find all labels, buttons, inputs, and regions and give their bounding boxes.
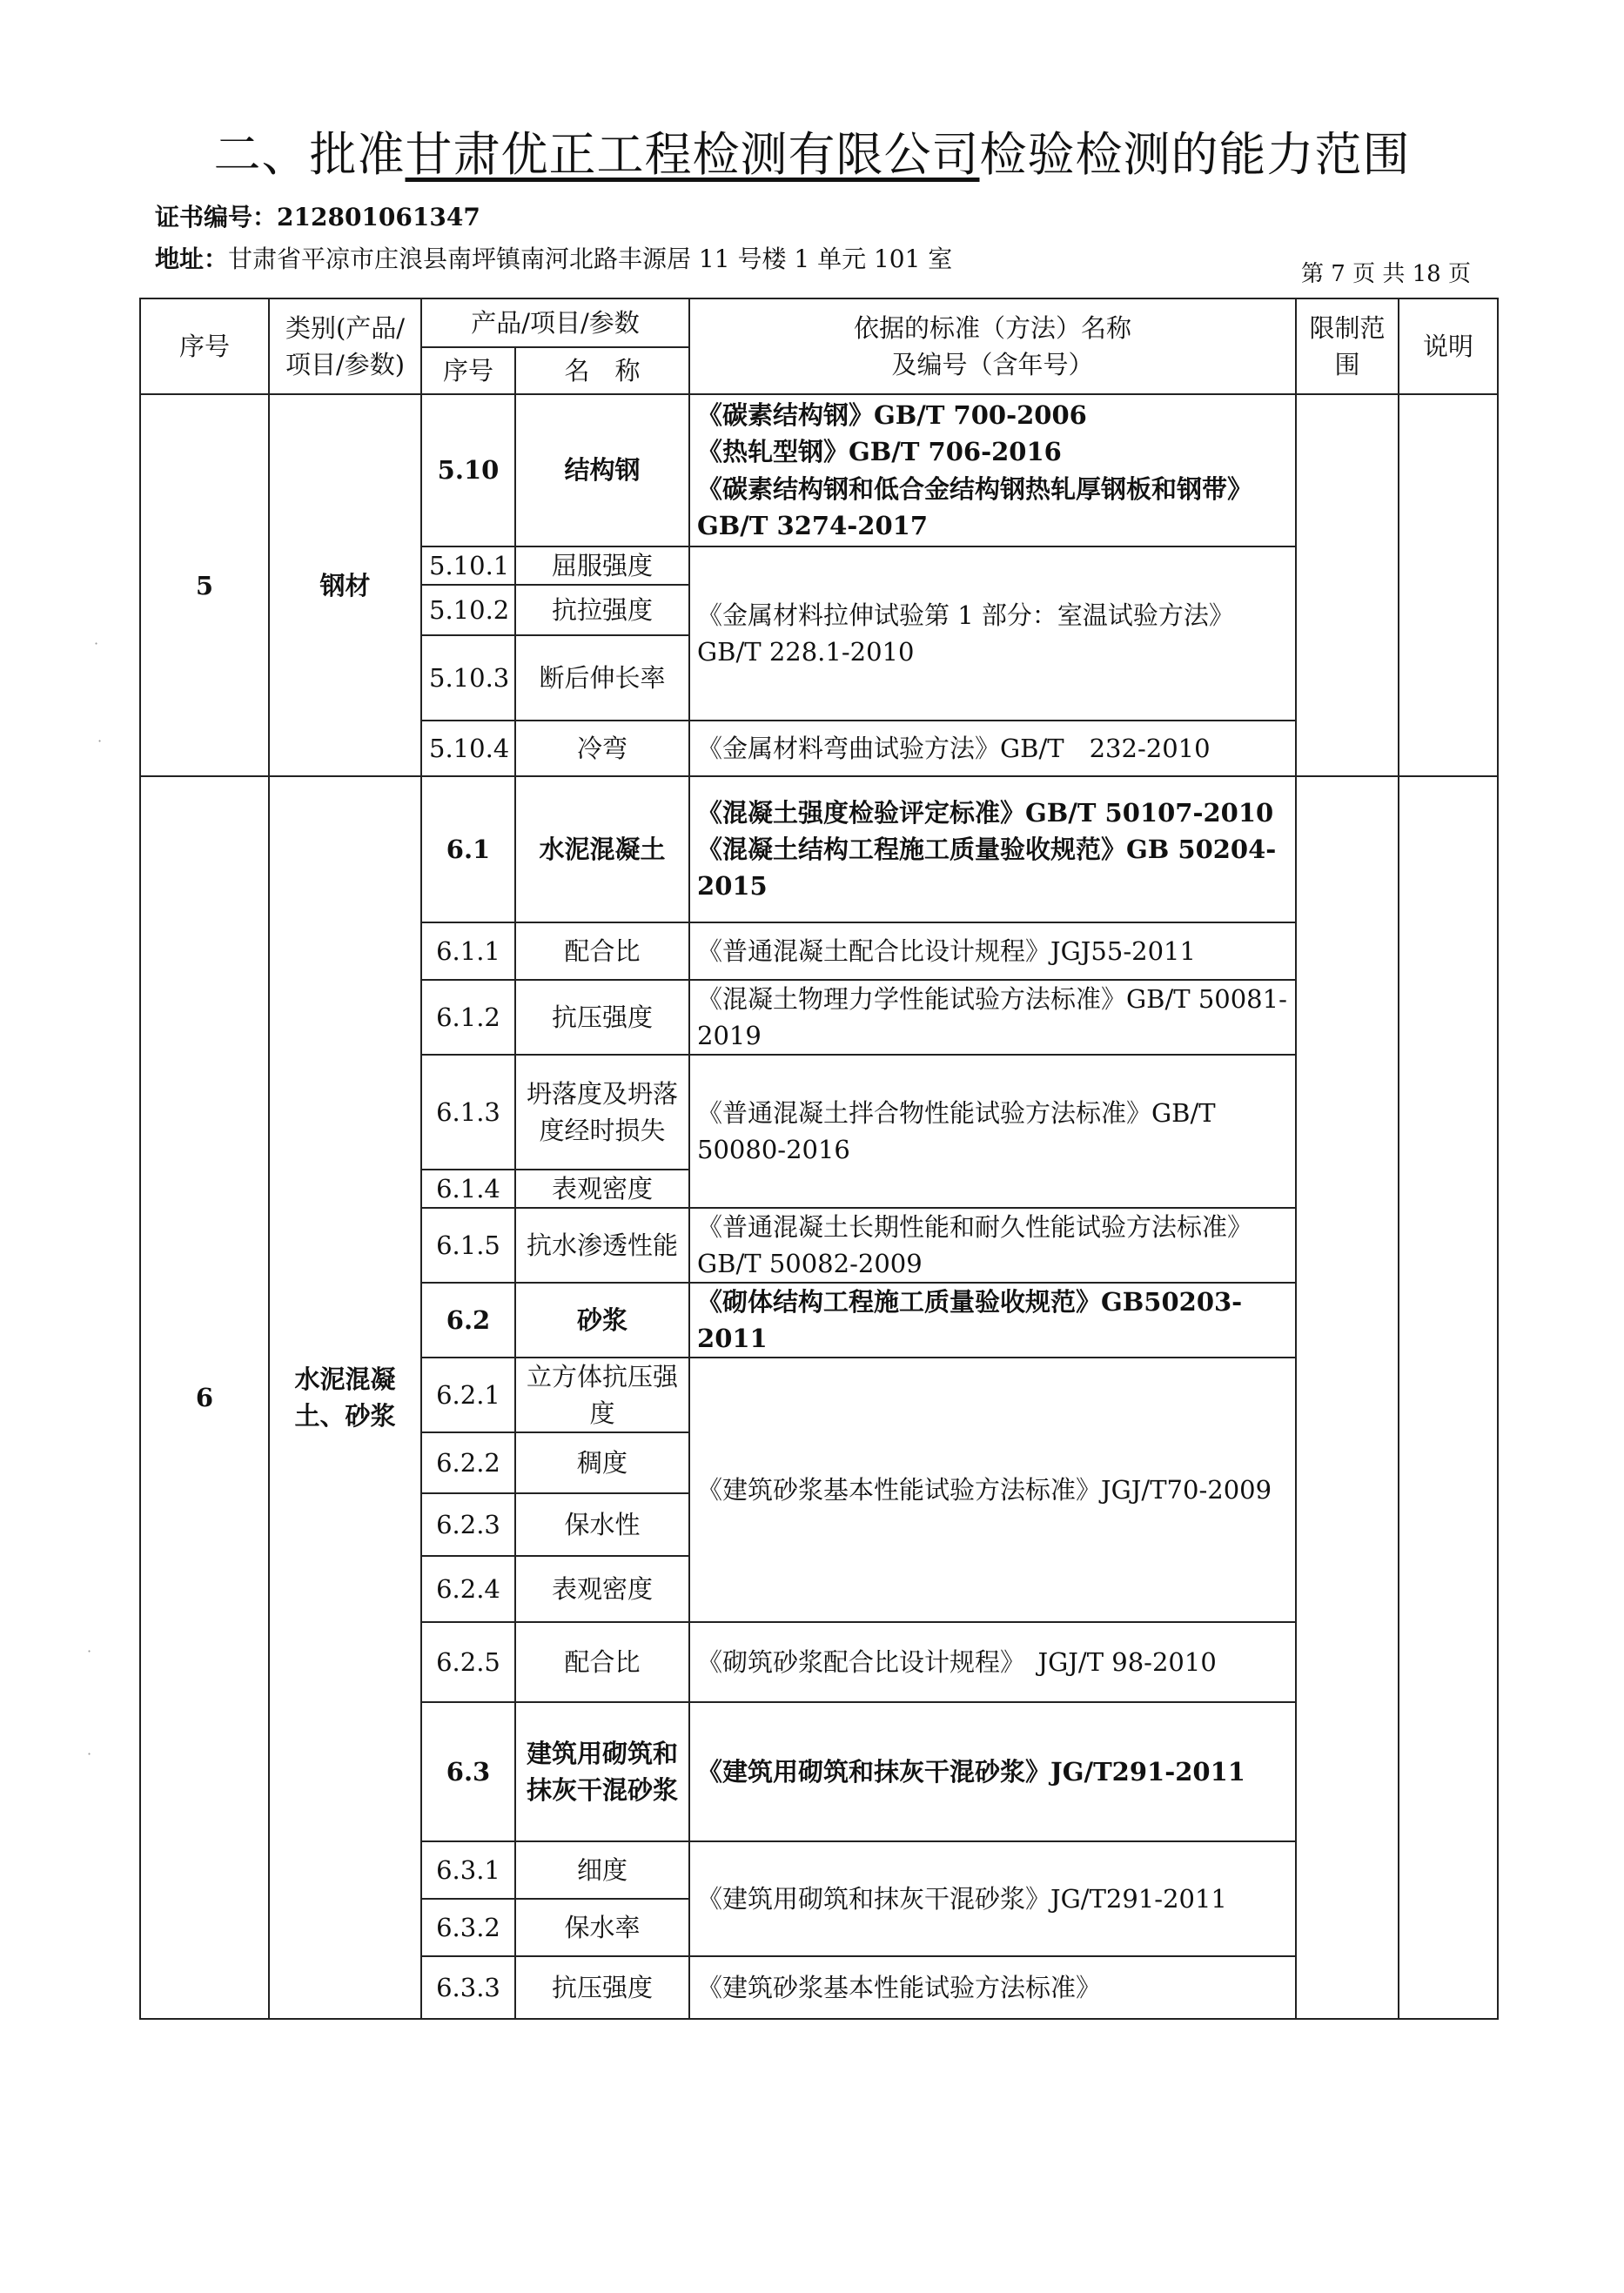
item-no: 5.10.4 (421, 721, 515, 776)
item-no: 5.10.3 (421, 635, 515, 721)
page-title (0, 117, 1624, 184)
group-seq: 6 (140, 776, 269, 2019)
title-company: 甘肃优正工程检测有限公司 (405, 127, 980, 182)
item-no: 6.3.3 (421, 1956, 515, 2019)
group-category: 水泥混凝土、砂浆 (269, 776, 421, 2019)
item-name: 保水性 (515, 1493, 689, 1556)
item-name: 断后伸长率 (515, 635, 689, 721)
item-no: 6.1.4 (421, 1170, 515, 1208)
item-no: 6.1 (421, 776, 515, 922)
item-standard: 《建筑砂浆基本性能试验方法标准》 (689, 1956, 1296, 2019)
item-standard: 《金属材料弯曲试验方法》GB/T 232-2010 (689, 721, 1296, 776)
item-no: 6.1.2 (421, 980, 515, 1055)
item-no: 6.2.4 (421, 1556, 515, 1622)
item-name: 稠度 (515, 1432, 689, 1493)
group-seq: 5 (140, 394, 269, 776)
item-name: 抗拉强度 (515, 585, 689, 635)
header-product: 产品/项目/参数 (421, 298, 689, 347)
capability-table (139, 298, 1499, 2020)
item-no: 5.10.1 (421, 546, 515, 585)
item-standard: 《碳素结构钢》GB/T 700-2006 《热轧型钢》GB/T 706-2016 《碳素结构钢和低合金结构钢热轧厚钢板和钢带》GB/T 3274-2017 (689, 394, 1296, 546)
item-standard: 《普通混凝土拌合物性能试验方法标准》GB/T 50080-2016 (689, 1055, 1296, 1208)
item-name: 抗压强度 (515, 1956, 689, 2019)
item-no: 6.2.1 (421, 1358, 515, 1432)
item-standard: 《建筑砂浆基本性能试验方法标准》JGJ/T70-2009 (689, 1358, 1296, 1622)
title-prefix: 二、批准 (213, 127, 406, 182)
item-name: 表观密度 (515, 1556, 689, 1622)
item-no: 6.1.5 (421, 1208, 515, 1283)
item-name: 坍落度及坍落度经时损失 (515, 1055, 689, 1170)
item-no: 6.2.5 (421, 1622, 515, 1702)
margin-mark: · (87, 1643, 92, 1659)
item-name: 细度 (515, 1841, 689, 1899)
address (155, 240, 952, 275)
table-row (140, 394, 1498, 546)
header-name: 名 称 (515, 347, 689, 394)
header-category: 类别(产品/项目/参数) (269, 298, 421, 394)
header-row-1 (140, 298, 1498, 347)
header-standard: 依据的标准（方法）名称 及编号（含年号） (689, 298, 1296, 394)
item-name: 表观密度 (515, 1170, 689, 1208)
item-standard: 《混凝土强度检验评定标准》GB/T 50107-2010 《混凝土结构工程施工质量验收规范》GB 50204-2015 (689, 776, 1296, 922)
item-name: 配合比 (515, 922, 689, 980)
item-standard: 《普通混凝土长期性能和耐久性能试验方法标准》GB/T 50082-2009 (689, 1208, 1296, 1283)
header-sub-seq: 序号 (421, 347, 515, 394)
item-name: 保水率 (515, 1899, 689, 1956)
limit-cell (1296, 776, 1399, 2019)
item-no: 6.3.1 (421, 1841, 515, 1899)
header-note: 说明 (1399, 298, 1498, 394)
item-standard: 《建筑用砌筑和抹灰干混砂浆》JG/T291-2011 (689, 1841, 1296, 1956)
cert-label: 证书编号： (155, 203, 278, 231)
address-label: 地址： (155, 245, 229, 273)
item-name: 冷弯 (515, 721, 689, 776)
item-standard: 《混凝土物理力学性能试验方法标准》GB/T 50081-2019 (689, 980, 1296, 1055)
item-no: 5.10.2 (421, 585, 515, 635)
item-standard: 《建筑用砌筑和抹灰干混砂浆》JG/T291-2011 (689, 1702, 1296, 1841)
item-no: 6.3 (421, 1702, 515, 1841)
page-info: 第 7 页 共 18 页 (1301, 261, 1471, 287)
item-standard: 《砌筑砂浆配合比设计规程》 JGJ/T 98-2010 (689, 1622, 1296, 1702)
note-cell (1399, 776, 1498, 2019)
item-no: 5.10 (421, 394, 515, 546)
item-name: 砂浆 (515, 1283, 689, 1358)
certificate-number (155, 198, 480, 233)
item-name: 水泥混凝土 (515, 776, 689, 922)
group-category: 钢材 (269, 394, 421, 776)
title-suffix: 检验检测的能力范围 (979, 127, 1411, 182)
item-name: 建筑用砌筑和抹灰干混砂浆 (515, 1702, 689, 1841)
item-name: 抗压强度 (515, 980, 689, 1055)
item-name: 配合比 (515, 1622, 689, 1702)
header-seq: 序号 (140, 298, 269, 394)
cert-value: 212801061347 (277, 203, 480, 231)
item-no: 6.3.2 (421, 1899, 515, 1956)
item-name: 屈服强度 (515, 546, 689, 585)
margin-mark: · (97, 733, 103, 749)
note-cell (1399, 394, 1498, 776)
item-standard: 《金属材料拉伸试验第 1 部分：室温试验方法》GB/T 228.1-2010 (689, 546, 1296, 721)
item-name: 抗水渗透性能 (515, 1208, 689, 1283)
margin-mark: · (87, 1746, 92, 1762)
item-no: 6.1.3 (421, 1055, 515, 1170)
item-name: 立方体抗压强度 (515, 1358, 689, 1432)
item-no: 6.2 (421, 1283, 515, 1358)
limit-cell (1296, 394, 1399, 776)
table-row (140, 776, 1498, 922)
item-standard: 《砌体结构工程施工质量验收规范》GB50203-2011 (689, 1283, 1296, 1358)
item-no: 6.1.1 (421, 922, 515, 980)
header-limit: 限制范围 (1296, 298, 1399, 394)
item-name: 结构钢 (515, 394, 689, 546)
address-value: 甘肃省平凉市庄浪县南坪镇南河北路丰源居 11 号楼 1 单元 101 室 (228, 245, 953, 273)
item-no: 6.2.2 (421, 1432, 515, 1493)
item-standard: 《普通混凝土配合比设计规程》JGJ55-2011 (689, 922, 1296, 980)
item-no: 6.2.3 (421, 1493, 515, 1556)
margin-mark: · (94, 635, 99, 652)
